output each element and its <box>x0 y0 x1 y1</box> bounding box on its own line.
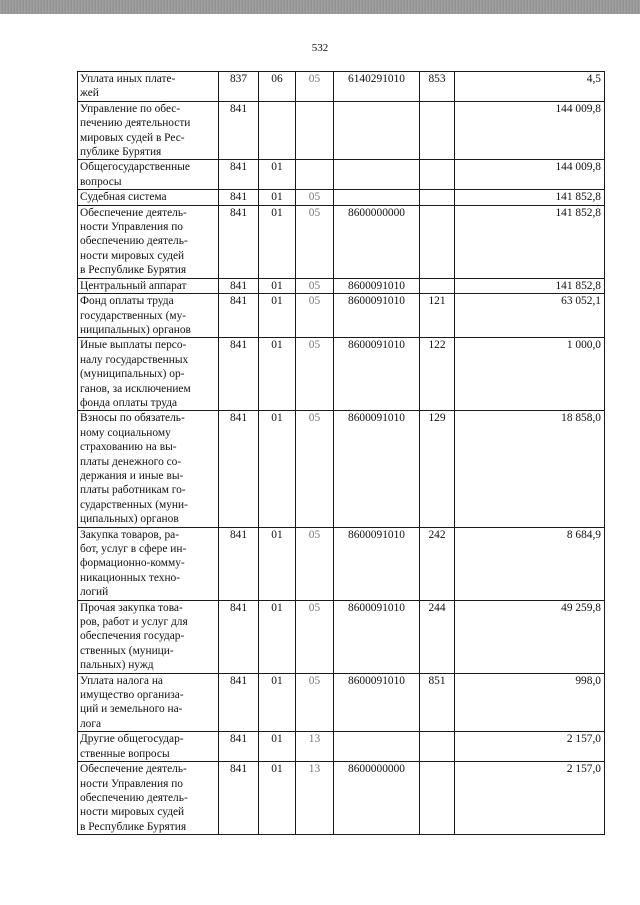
subsection-code: 05 <box>296 294 334 338</box>
row-name-line: Центральный аппарат <box>80 279 187 292</box>
expense-type-code <box>420 278 455 293</box>
section-code: 01 <box>259 732 296 762</box>
subsection-code <box>296 160 334 190</box>
row-name-line: Фонд оплаты труда <box>80 295 174 308</box>
page-number: 532 <box>311 42 329 54</box>
row-name-line: ниципальных) органов <box>80 323 191 336</box>
row-name-line: Иные выплаты персо- <box>80 339 187 352</box>
section-code: 06 <box>259 72 296 102</box>
section-code: 01 <box>259 205 296 278</box>
row-name-line: мировых судей в Рес- <box>80 131 185 144</box>
table-row <box>78 190 605 205</box>
section-code: 01 <box>259 411 296 527</box>
ministry-code: 841 <box>219 338 259 411</box>
target-article-code: 8600000000 <box>334 205 420 278</box>
row-name-line: ганов, за исключением <box>80 382 191 395</box>
expense-type-code <box>420 732 455 762</box>
row-name-line: ному социальному <box>80 426 171 439</box>
table-row <box>78 338 605 411</box>
section-code <box>259 101 296 160</box>
ministry-code: 841 <box>219 294 259 338</box>
ministry-code: 841 <box>219 101 259 160</box>
ministry-code: 841 <box>219 527 259 600</box>
row-name-line: Общегосударственные <box>80 161 190 174</box>
subsection-code: 13 <box>296 732 334 762</box>
row-name-line: жей <box>80 87 99 100</box>
row-name <box>78 527 219 600</box>
table-row <box>78 527 605 600</box>
row-name-line: государственных (му- <box>80 309 187 322</box>
amount: 141 852,8 <box>455 205 605 278</box>
target-article-code: 8600091010 <box>334 294 420 338</box>
row-name <box>78 411 219 527</box>
expense-type-code <box>420 762 455 835</box>
ministry-code: 841 <box>219 732 259 762</box>
table-row <box>78 673 605 732</box>
row-name-line: платы денежного со- <box>80 455 182 468</box>
row-name-line: страхованию на вы- <box>80 441 177 454</box>
row-name-line: обеспечения государ- <box>80 630 185 643</box>
expense-type-code <box>420 205 455 278</box>
table-body <box>78 72 605 835</box>
row-name-line: бот, услуг в сфере ин- <box>80 543 187 555</box>
row-name-line: фонда оплаты труда <box>80 396 178 409</box>
row-name <box>78 600 219 673</box>
target-article-code: 8600091010 <box>334 600 420 673</box>
row-name <box>78 101 219 160</box>
target-article-code <box>334 732 420 762</box>
ministry-code: 841 <box>219 762 259 835</box>
subsection-code: 05 <box>296 190 334 205</box>
row-name-line: Уплата иных плате- <box>80 73 176 85</box>
table-row <box>78 294 605 338</box>
subsection-code: 05 <box>296 673 334 732</box>
subsection-code: 05 <box>296 411 334 527</box>
target-article-code <box>334 101 420 160</box>
row-name-line: ственные вопросы <box>80 747 170 760</box>
table-row <box>78 411 605 527</box>
budget-table <box>77 71 605 835</box>
section-code: 01 <box>259 673 296 732</box>
amount: 141 852,8 <box>455 190 605 205</box>
table-row <box>78 101 605 160</box>
expense-type-code <box>420 190 455 205</box>
row-name-line: Закупка товаров, ра- <box>80 528 180 541</box>
subsection-code: 05 <box>296 72 334 102</box>
expense-type-code: 242 <box>420 527 455 600</box>
ministry-code: 841 <box>219 205 259 278</box>
row-name-line: Взносы по обязатель- <box>80 412 185 425</box>
row-name-line: обеспечению деятель- <box>80 235 188 248</box>
row-name-line: ций и земельного на- <box>80 703 183 716</box>
table-row <box>78 762 605 835</box>
ministry-code: 841 <box>219 160 259 190</box>
subsection-code: 05 <box>296 205 334 278</box>
subsection-code: 05 <box>296 600 334 673</box>
table-row <box>78 160 605 190</box>
row-name-line: Судебная система <box>80 191 167 204</box>
ministry-code: 841 <box>219 278 259 293</box>
row-name-line: обеспечению деятель- <box>80 791 188 804</box>
row-name <box>78 205 219 278</box>
expense-type-code: 129 <box>420 411 455 527</box>
subsection-code: 05 <box>296 278 334 293</box>
row-name-line: налу государственных <box>80 353 189 366</box>
amount: 144 009,8 <box>455 160 605 190</box>
target-article-code: 8600091010 <box>334 338 420 411</box>
expense-type-code: 244 <box>420 600 455 673</box>
ministry-code: 841 <box>219 190 259 205</box>
row-name <box>78 294 219 338</box>
row-name-line: в Республике Бурятия <box>80 820 187 833</box>
table-row <box>78 278 605 293</box>
subsection-code: 13 <box>296 762 334 835</box>
row-name-line: Другие общегосудар- <box>80 733 184 746</box>
section-code: 01 <box>259 600 296 673</box>
row-name-line: имущество организа- <box>80 689 184 702</box>
amount: 4,5 <box>455 72 605 102</box>
scan-top-edge <box>0 0 640 14</box>
expense-type-code <box>420 101 455 160</box>
row-name-line: ров, работ и услуг для <box>80 616 188 629</box>
amount: 998,0 <box>455 673 605 732</box>
ministry-code: 841 <box>219 411 259 527</box>
amount: 1 000,0 <box>455 338 605 411</box>
row-name-line: пальных) нужд <box>80 659 154 672</box>
section-code: 01 <box>259 527 296 600</box>
target-article-code: 8600000000 <box>334 762 420 835</box>
table-row <box>78 72 605 102</box>
row-name <box>78 673 219 732</box>
target-article-code: 8600091010 <box>334 673 420 732</box>
row-name-line: Уплата налога на <box>80 674 163 687</box>
amount: 8 684,9 <box>455 527 605 600</box>
row-name-line: формационно-комму- <box>80 557 185 570</box>
row-name-line: ственных (муници- <box>80 644 174 657</box>
row-name <box>78 278 219 293</box>
row-name-line: сударственных (муни- <box>80 498 188 511</box>
ministry-code: 841 <box>219 600 259 673</box>
subsection-code: 05 <box>296 527 334 600</box>
table-row <box>78 205 605 278</box>
row-name-line: Прочая закупка това- <box>80 601 183 614</box>
amount: 141 852,8 <box>455 278 605 293</box>
row-name-line: печению деятельности <box>80 117 191 130</box>
expense-type-code: 121 <box>420 294 455 338</box>
expense-type-code <box>420 160 455 190</box>
target-article-code <box>334 160 420 190</box>
section-code: 01 <box>259 338 296 411</box>
section-code: 01 <box>259 762 296 835</box>
row-name <box>78 190 219 205</box>
row-name-line: Управление по обес- <box>80 102 181 115</box>
target-article-code: 8600091010 <box>334 278 420 293</box>
row-name <box>78 72 219 102</box>
expense-type-code: 122 <box>420 338 455 411</box>
amount: 63 052,1 <box>455 294 605 338</box>
row-name-line: (муниципальных) ор- <box>80 368 185 381</box>
amount: 18 858,0 <box>455 411 605 527</box>
row-name <box>78 762 219 835</box>
ministry-code: 841 <box>219 673 259 732</box>
amount: 2 157,0 <box>455 762 605 835</box>
row-name-line: логий <box>80 586 109 599</box>
subsection-code: 05 <box>296 338 334 411</box>
section-code: 01 <box>259 160 296 190</box>
row-name-line: ности Управления по <box>80 777 183 790</box>
expense-type-code: 853 <box>420 72 455 102</box>
row-name-line: никационных техно- <box>80 571 181 584</box>
table-row <box>78 600 605 673</box>
expense-type-code: 851 <box>420 673 455 732</box>
table-row <box>78 732 605 762</box>
row-name <box>78 160 219 190</box>
target-article-code: 8600091010 <box>334 411 420 527</box>
subsection-code <box>296 101 334 160</box>
row-name-line: ности мировых судей <box>80 249 185 262</box>
row-name-line: Обеспечение деятель- <box>80 763 187 776</box>
target-article-code <box>334 190 420 205</box>
row-name-line: лога <box>80 717 102 730</box>
row-name-line: держания и иные вы- <box>80 469 184 482</box>
amount: 144 009,8 <box>455 101 605 160</box>
row-name-line: Обеспечение деятель- <box>80 206 187 219</box>
row-name-line: платы работникам го- <box>80 484 186 497</box>
section-code: 01 <box>259 278 296 293</box>
amount: 49 259,8 <box>455 600 605 673</box>
row-name <box>78 732 219 762</box>
row-name-line: публике Бурятия <box>80 146 162 159</box>
amount: 2 157,0 <box>455 732 605 762</box>
row-name-line: ципальных) органов <box>80 513 179 526</box>
ministry-code: 837 <box>219 72 259 102</box>
section-code: 01 <box>259 294 296 338</box>
target-article-code: 6140291010 <box>334 72 420 102</box>
target-article-code: 8600091010 <box>334 527 420 600</box>
row-name <box>78 338 219 411</box>
row-name-line: в Республике Бурятия <box>80 264 187 277</box>
section-code: 01 <box>259 190 296 205</box>
row-name-line: вопросы <box>80 175 122 188</box>
row-name-line: ности Управления по <box>80 221 183 234</box>
row-name-line: ности мировых судей <box>80 806 185 819</box>
